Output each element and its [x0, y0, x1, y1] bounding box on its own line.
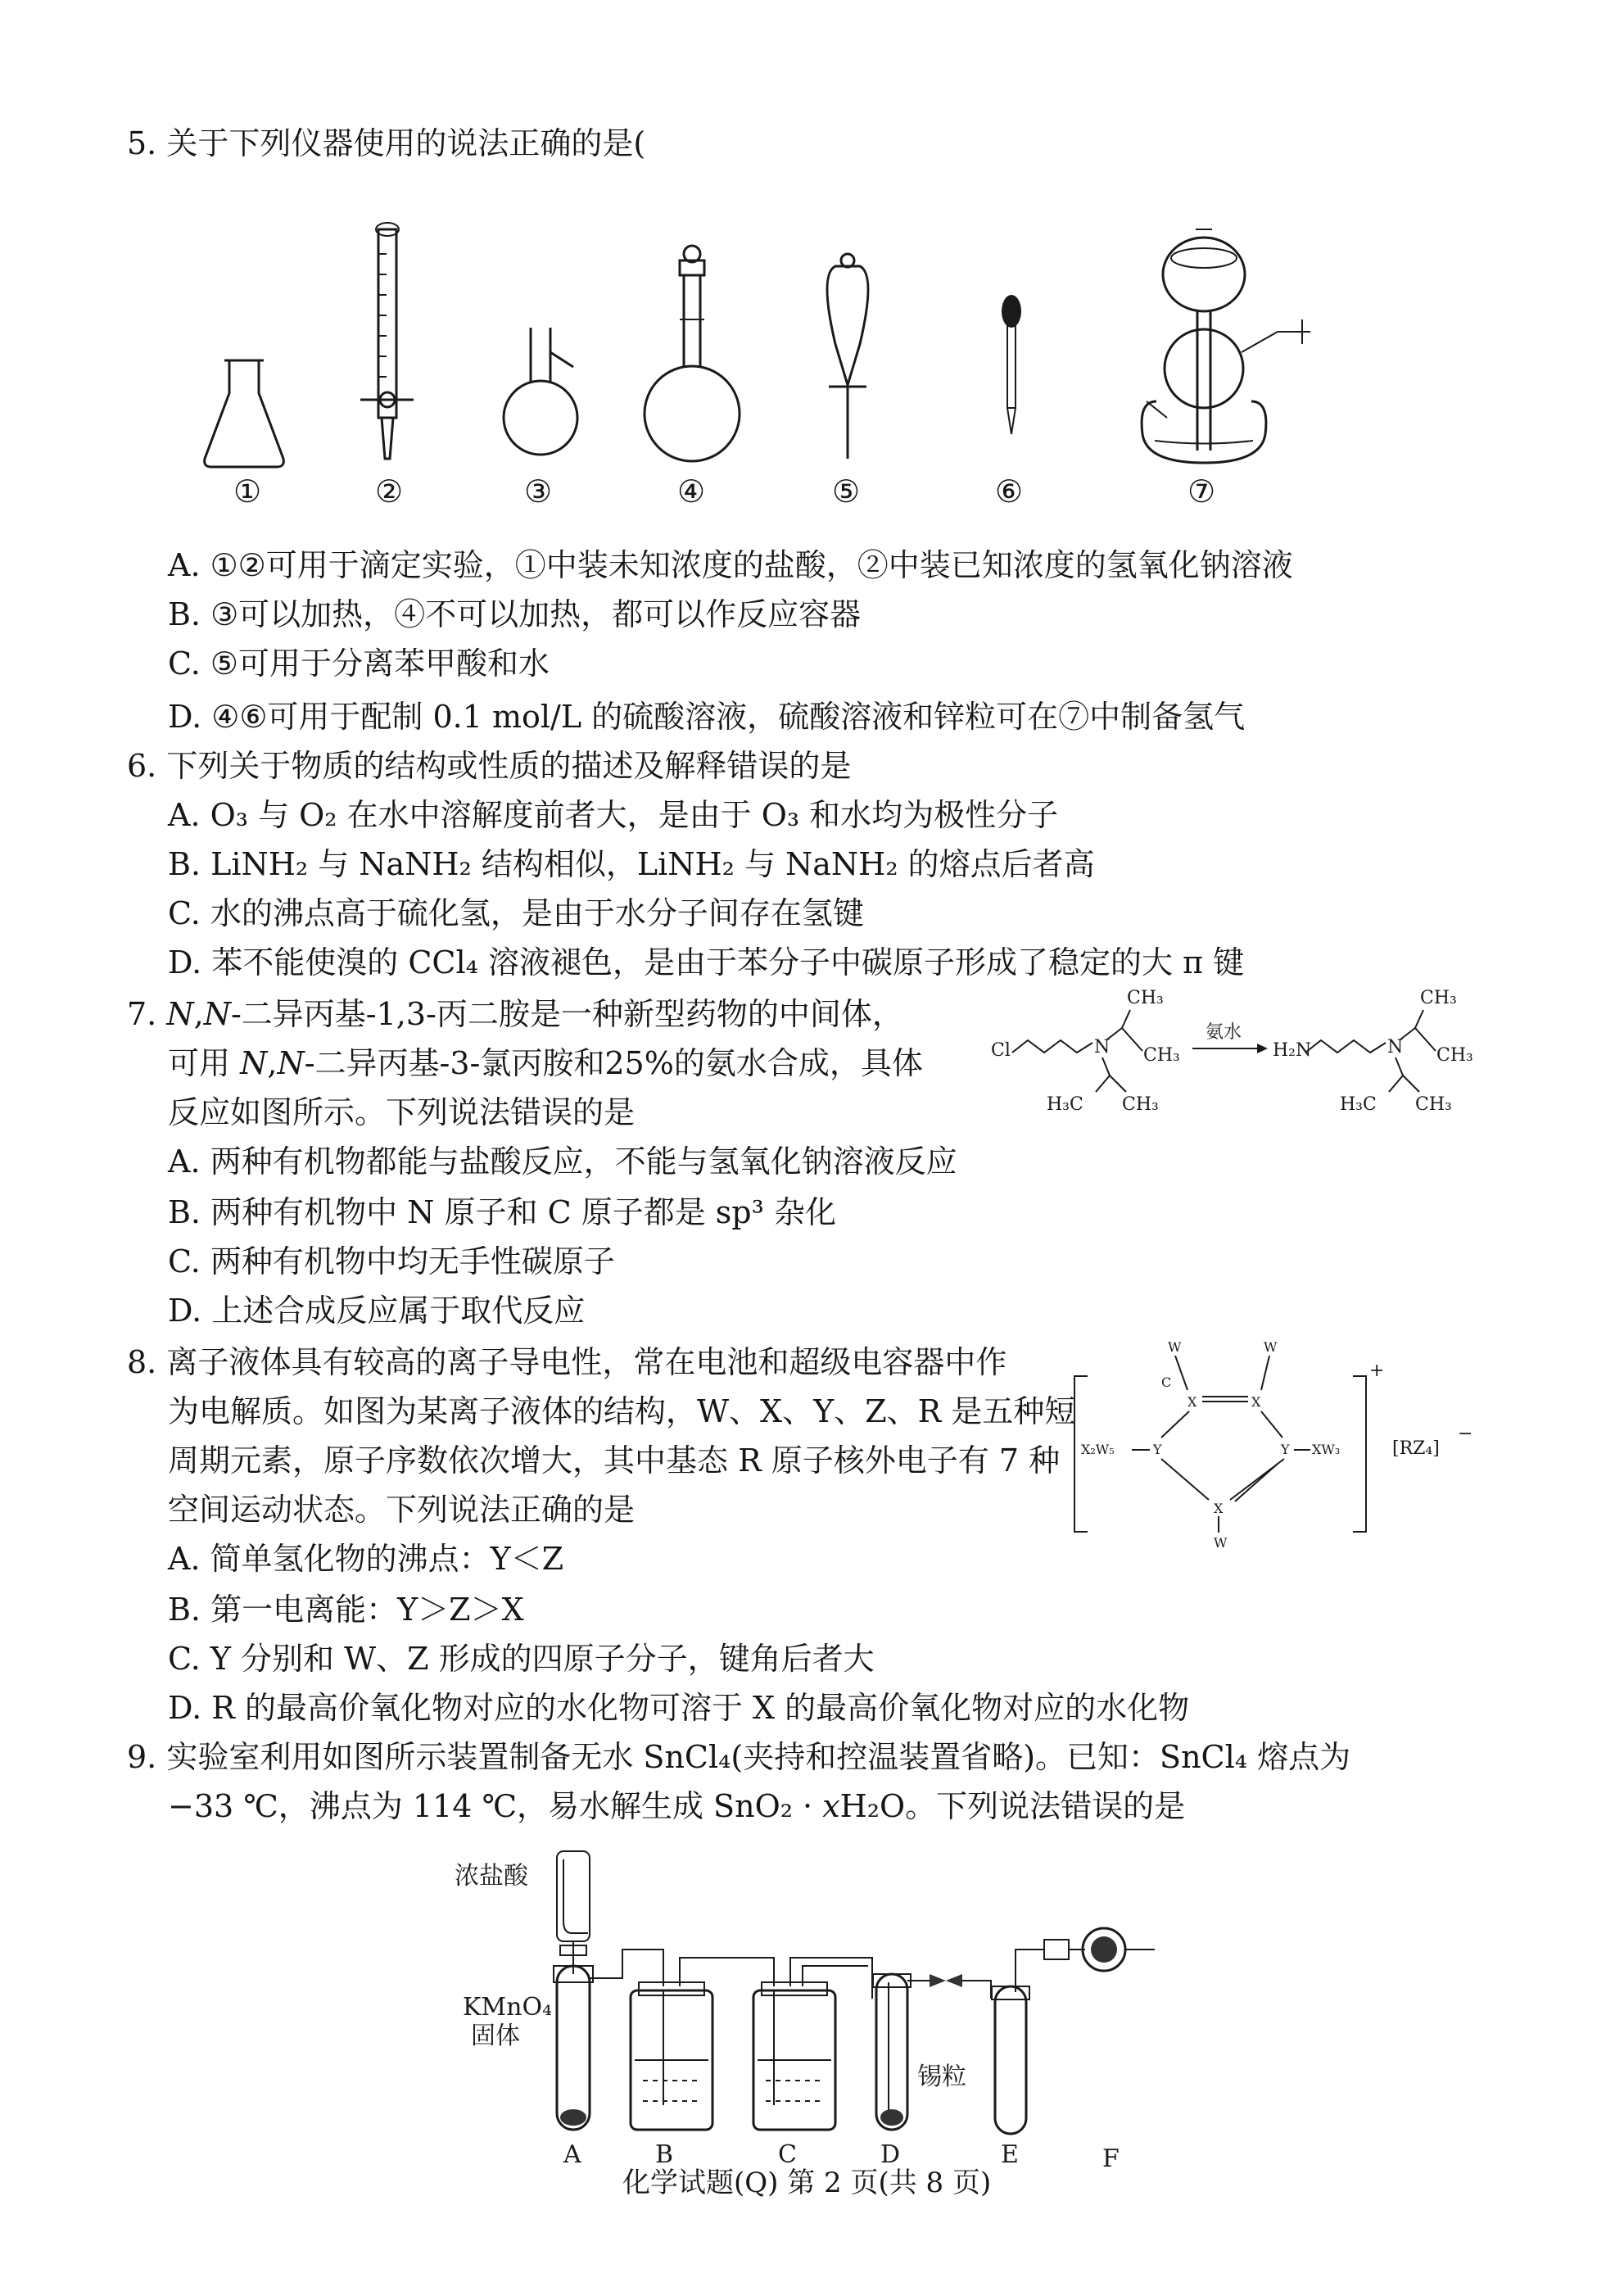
product-ch3-bottom: CH₃: [1415, 1094, 1452, 1115]
q7-option-b: B. 两种有机物中 N 原子和 C 原子都是 sp³ 杂化: [168, 1194, 836, 1230]
reactant-ch3-bottom: CH₃: [1122, 1094, 1159, 1115]
q5-stem: 5. 关于下列仪器使用的说法正确的是(: [127, 125, 646, 161]
conical-flask-icon: [205, 360, 284, 467]
page-footer: 化学试题(Q) 第 2 页(共 8 页): [622, 2167, 992, 2199]
letter-d: D: [880, 2140, 901, 2169]
reactant-ch3-right: CH₃: [1143, 1045, 1180, 1066]
q6-option-b: B. LiNH₂ 与 NaNH₂ 结构相似，LiNH₂ 与 NaNH₂ 的熔点后者高: [168, 846, 1095, 882]
kipp-apparatus-icon: [1142, 229, 1310, 463]
label-kmno4-state: 固体: [471, 2022, 520, 2050]
q5-option-c: C. ⑤可用于分离苯甲酸和水: [168, 645, 550, 682]
q5-option-a: A. ①②可用于滴定实验，①中装未知浓度的盐酸，②中装已知浓度的氢氧化钠溶液: [168, 547, 1293, 583]
q7-stem-line1: 7. N,N-二异丙基-1,3-丙二胺是一种新型药物的中间体，: [127, 996, 903, 1032]
q8-stem-line1: 8. 离子液体具有较高的离子导电性，常在电池和超级电容器中作: [127, 1344, 1007, 1380]
q6-option-d: D. 苯不能使溴的 CCl₄ 溶液褪色，是由于苯分子中碳原子形成了稳定的大 π 键: [168, 944, 1245, 980]
w-top-right: W: [1264, 1339, 1278, 1355]
q8-stem-line2: 为电解质。如图为某离子液体的结构，W、X、Y、Z、R 是五种短: [168, 1393, 1076, 1429]
q7-stem-line2: 可用 N,N-二异丙基-3-氯丙胺和25%的氨水合成，具体: [168, 1045, 923, 1081]
product-h3c: H₃C: [1340, 1094, 1377, 1115]
anion: [RZ₄]: [1392, 1438, 1440, 1459]
letter-f: F: [1102, 2144, 1120, 2173]
q5-option-b: B. ③可以加热，④不可以加热，都可以作反应容器: [168, 596, 862, 632]
anion-charge: −: [1458, 1424, 1473, 1444]
product-h2n: H₂N: [1273, 1040, 1312, 1061]
apparatus-f-drying-tube: [1044, 1928, 1155, 1971]
separatory-funnel-icon: [827, 254, 868, 459]
reactant-n: N: [1094, 1037, 1111, 1057]
apparatus-c-bottle: [753, 1982, 835, 2130]
q6-option-a: A. O₃ 与 O₂ 在水中溶解度前者大，是由于 O₃ 和水均为极性分子: [168, 797, 1059, 833]
c-mark: C: [1161, 1374, 1172, 1390]
instrument-label-5: ⑤: [832, 473, 861, 509]
product-n: N: [1387, 1037, 1404, 1057]
cation-charge: +: [1369, 1361, 1385, 1381]
distilling-flask-icon: [504, 328, 577, 455]
label-conc-hcl: 浓盐酸: [455, 1862, 528, 1891]
reactant-h3c: H₃C: [1047, 1094, 1083, 1115]
letter-b: B: [655, 2140, 674, 2169]
q7-option-c: C. 两种有机物中均无手性碳原子: [168, 1243, 615, 1279]
y-right: Y: [1281, 1442, 1290, 1457]
reactant-ch3-top: CH₃: [1127, 988, 1164, 1008]
q8-option-a: A. 简单氢化物的沸点：Y＜Z: [168, 1541, 564, 1577]
instrument-label-6: ⑥: [995, 473, 1024, 509]
q7-option-d: D. 上述合成反应属于取代反应: [168, 1293, 586, 1329]
instrument-label-1: ①: [233, 473, 262, 509]
apparatus-d-tube: [873, 1974, 991, 2130]
y-left: Y: [1153, 1442, 1162, 1457]
letter-e: E: [1001, 2140, 1019, 2169]
burette-icon: [360, 223, 414, 459]
letter-c: C: [778, 2140, 797, 2169]
product-ch3-right: CH₃: [1436, 1045, 1473, 1066]
w-bottom: W: [1214, 1535, 1228, 1551]
dropper-icon: [1002, 295, 1021, 434]
q6-stem: 6. 下列关于物质的结构或性质的描述及解释错误的是: [127, 748, 852, 784]
x-bottom: X: [1214, 1501, 1224, 1516]
instrument-label-4: ④: [677, 473, 706, 509]
w-top-left: W: [1168, 1339, 1182, 1355]
q8-stem-line3: 周期元素，原子序数依次增大，其中基态 R 原子核外电子有 7 种: [168, 1442, 1061, 1479]
letter-a: A: [563, 2140, 581, 2169]
instrument-label-3: ③: [524, 473, 553, 509]
reactant-cl: Cl: [991, 1040, 1011, 1061]
q7-stem-line3: 反应如图所示。下列说法错误的是: [168, 1094, 636, 1130]
q9-stem-line1: 9. 实验室利用如图所示装置制备无水 SnCl₄(夹持和控温装置省略)。已知：SnCl₄ 熔点为: [127, 1739, 1351, 1775]
label-kmno4: KMnO₄: [463, 1993, 553, 2022]
q6-option-c: C. 水的沸点高于硫化氢，是由于水分子间存在氢键: [168, 895, 864, 931]
q5-option-d: D. ④⑥可用于配制 0.1 mol/L 的硫酸溶液，硫酸溶液和锌粒可在⑦中制备氢气: [168, 699, 1246, 735]
q8-option-b: B. 第一电离能：Y＞Z＞X: [168, 1592, 524, 1628]
instrument-label-2: ②: [375, 473, 404, 509]
q9-apparatus: [0, 1843, 1624, 2187]
apparatus-a-generator: [554, 1851, 593, 2130]
apparatus-b-bottle: [631, 1982, 712, 2130]
instrument-label-7: ⑦: [1187, 473, 1216, 509]
q9-stem-line2: −33 ℃，沸点为 114 ℃，易水解生成 SnO₂ · xH₂O。下列说法错误的是: [168, 1788, 1186, 1824]
product-ch3-top: CH₃: [1420, 988, 1457, 1008]
left-group: X₂W₅: [1081, 1442, 1115, 1457]
q8-option-c: C. Y 分别和 W、Z 形成的四原子分子，键角后者大: [168, 1641, 875, 1677]
label-tin: 锡粒: [917, 2063, 966, 2091]
x-upper-right: X: [1251, 1394, 1261, 1410]
q8-ionic-structure: [1065, 1339, 1523, 1560]
q7-reaction-scheme: [991, 987, 1515, 1126]
volumetric-flask-icon: [645, 246, 740, 461]
x-upper-left: X: [1187, 1394, 1197, 1410]
q8-stem-line4: 空间运动状态。下列说法正确的是: [168, 1492, 636, 1528]
q7-option-a: A. 两种有机物都能与盐酸反应，不能与氢氧化钠溶液反应: [168, 1143, 957, 1180]
reagent-label: 氨水: [1206, 1022, 1242, 1043]
q8-option-d: D. R 的最高价氧化物对应的水化物可溶于 X 的最高价氧化物对应的水化物: [168, 1690, 1190, 1726]
right-group: XW₃: [1312, 1442, 1341, 1457]
apparatus-e-tube: [992, 1950, 1044, 2134]
